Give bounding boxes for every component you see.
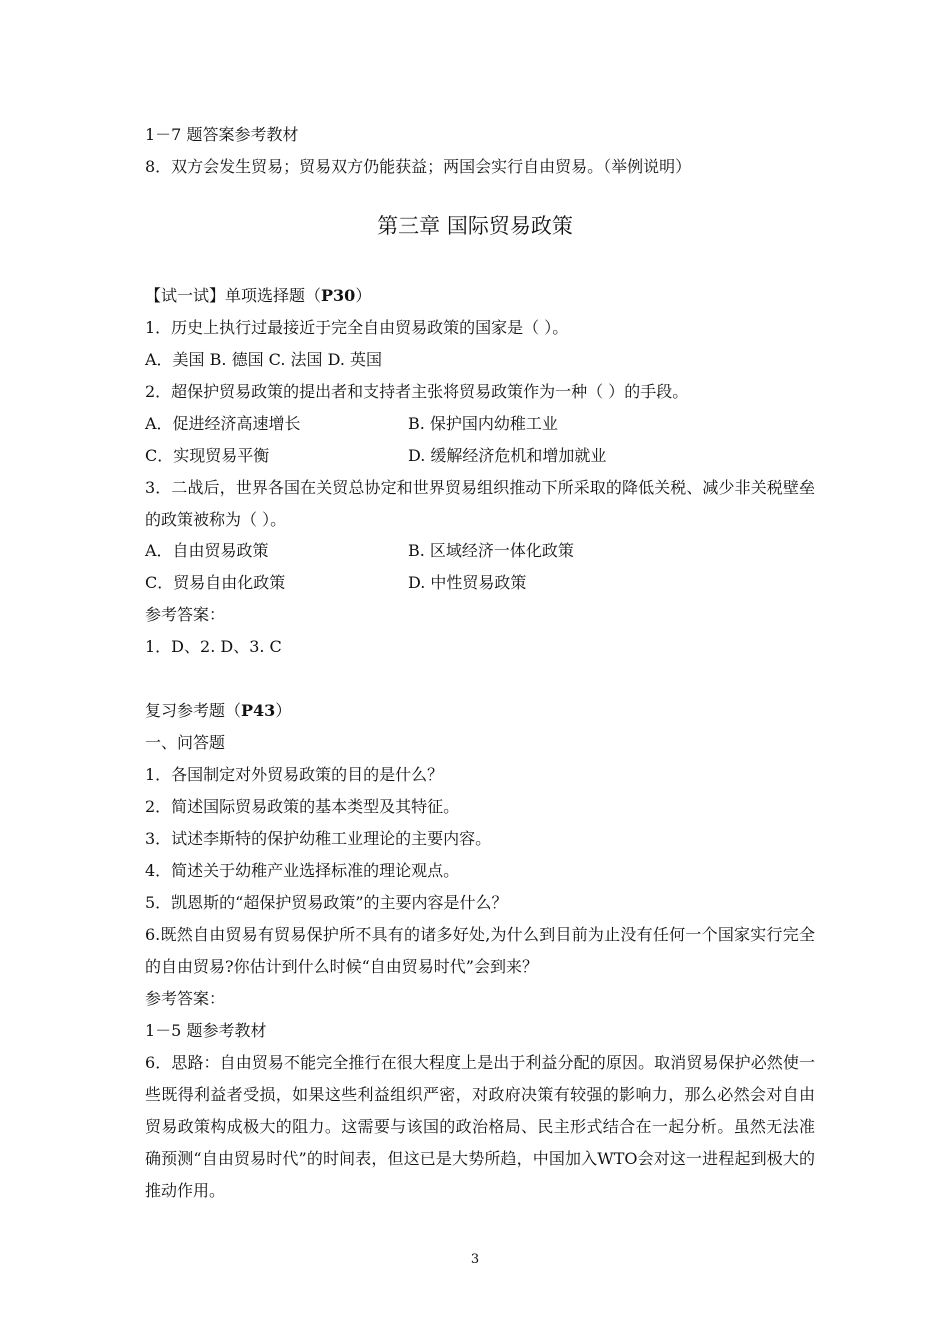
try-question-2-option-b: B. 保护国内幼稚工业 bbox=[408, 414, 558, 433]
try-heading-prefix: 【试一试】单项选择题（ bbox=[145, 286, 322, 305]
page-number: 3 bbox=[470, 1252, 480, 1267]
try-question-3-option-b: B. 区域经济一体化政策 bbox=[408, 541, 574, 560]
review-question-6: 6.既然自由贸易有贸易保护所不具有的诸多好处,为什么到目前为止没有任何一个国家实行完全的自由贸易?你估计到什么时候“自由贸易时代”会到来？ bbox=[145, 925, 815, 976]
try-question-1-options: A．美国 B. 德国 C. 法国 D. 英国 bbox=[145, 350, 383, 369]
review-answer-6: 6．思路：自由贸易不能完全推行在很大程度上是出于利益分配的原因。取消贸易保护必然使一些既得利益者受损，如果这些利益组织严密，对政府决策有较强的影响力，那么必然会对自由贸易政策构成极大的阻力。这需要与该国的政治格局、民主形式结合在一起分析。虽然无法准确预测“自由贸易时代”的时间表，但这已是大势所趋，中国加入WTO会对这一进程起到极大的推动作用。 bbox=[145, 1053, 815, 1200]
review-answer-label: 参考答案： bbox=[145, 989, 226, 1008]
try-question-1: 1．历史上执行过最接近于完全自由贸易政策的国家是（ ）。 bbox=[145, 318, 569, 337]
try-heading-suffix: ） bbox=[355, 286, 372, 305]
review-answer-1-5: 1－5 题参考教材 bbox=[145, 1021, 267, 1040]
try-question-3: 3．二战后，世界各国在关贸总协定和世界贸易组织推动下所采取的降低关税、减少非关税壁垒的政策被称为（ ）。 bbox=[145, 478, 815, 529]
review-question-1: 1．各国制定对外贸易政策的目的是什么？ bbox=[145, 765, 444, 784]
intro-line-1: 1－7 题答案参考教材 bbox=[145, 125, 299, 144]
review-section-heading bbox=[145, 701, 291, 721]
try-question-2-option-d: D. 缓解经济危机和增加就业 bbox=[408, 446, 607, 465]
try-question-3-option-a: A．自由贸易政策 bbox=[145, 541, 269, 560]
review-sub-heading: 一、问答题 bbox=[145, 733, 226, 752]
try-section-heading bbox=[145, 286, 371, 306]
try-answer-label: 参考答案： bbox=[145, 605, 226, 624]
try-question-2: 2．超保护贸易政策的提出者和支持者主张将贸易政策作为一种（ ）的手段。 bbox=[145, 382, 689, 401]
review-question-3: 3．试述李斯特的保护幼稚工业理论的主要内容。 bbox=[145, 829, 492, 848]
review-question-2: 2．简述国际贸易政策的基本类型及其特征。 bbox=[145, 797, 460, 816]
review-heading-suffix: ） bbox=[275, 701, 292, 720]
chapter-title: 第三章 国际贸易政策 bbox=[377, 214, 573, 238]
intro-line-2: 8．双方会发生贸易；贸易双方仍能获益；两国会实行自由贸易。（举例说明） bbox=[145, 157, 692, 176]
try-question-3-option-d: D. 中性贸易政策 bbox=[408, 573, 527, 592]
review-heading-page: P43 bbox=[241, 701, 276, 720]
try-question-3-option-c: C．贸易自由化政策 bbox=[145, 573, 286, 592]
try-answers: 1．D、2. D、3. C bbox=[145, 637, 282, 656]
review-heading-prefix: 复习参考题（ bbox=[145, 701, 242, 720]
try-heading-page: P30 bbox=[321, 286, 356, 305]
review-question-4: 4．简述关于幼稚产业选择标准的理论观点。 bbox=[145, 861, 460, 880]
try-question-2-option-c: C．实现贸易平衡 bbox=[145, 446, 270, 465]
review-question-5: 5．凯恩斯的“超保护贸易政策”的主要内容是什么？ bbox=[145, 893, 508, 912]
try-question-2-option-a: A．促进经济高速增长 bbox=[145, 414, 301, 433]
